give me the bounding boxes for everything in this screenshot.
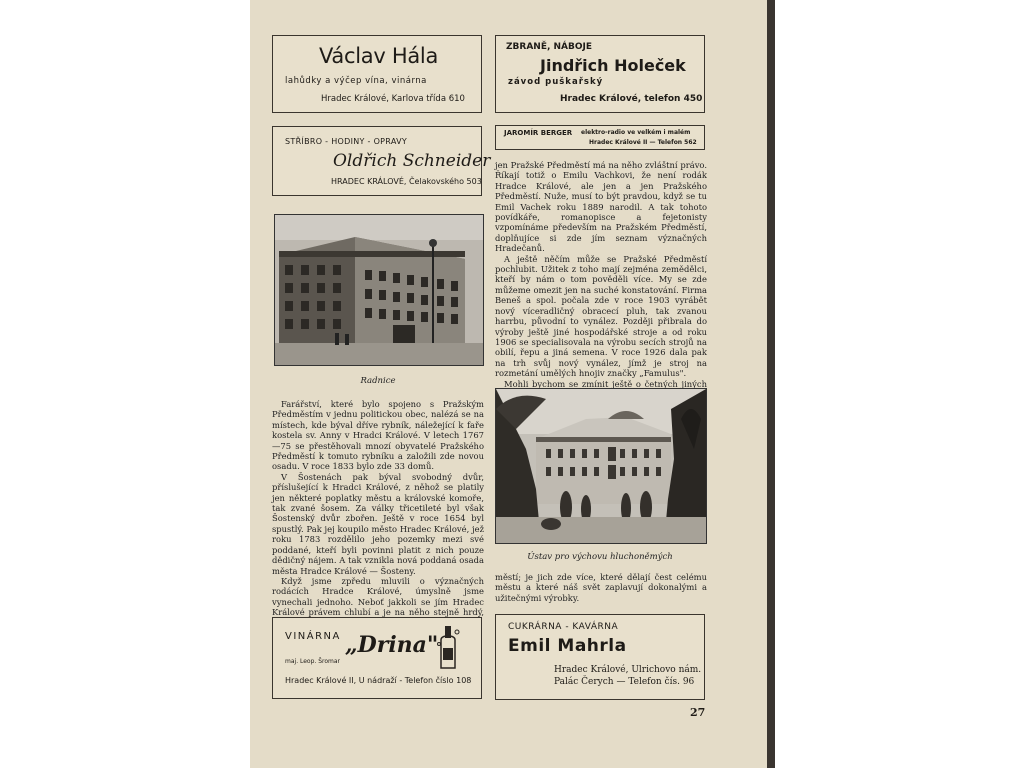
ad-berger-name: JAROMÍR BERGER [504, 129, 573, 137]
ad-mahrla-line2: Palác Čerych — Telefon čís. 96 [554, 677, 695, 687]
ustav-photo [495, 388, 707, 544]
ad-oldrich-schneider [272, 126, 491, 196]
ad-hala-name: Václav Hála [319, 44, 439, 68]
ad-drina-name: „Drina" [345, 632, 439, 658]
ad-berger-desc: elektro-radio ve velkém i malém [581, 129, 691, 136]
ad-holecek-address: Hradec Králové, telefon 450 [560, 94, 703, 104]
ad-emil-mahrla [495, 614, 705, 700]
ad-jindrich-holecek [495, 35, 705, 113]
ustav-building-image [496, 389, 706, 543]
ad-schneider-name: Oldřich Schneider [333, 151, 491, 171]
right-text-column [495, 160, 707, 399]
ad-mahrla-name: Emil Mahrla [508, 636, 627, 656]
ad-jaromir-berger [495, 125, 705, 150]
radnice-building-image [275, 215, 483, 365]
ad-vinarna-drina [272, 617, 482, 699]
right-text-column-bottom [495, 572, 707, 603]
ustav-caption: Ústav pro výchovu hluchoněmých [527, 552, 673, 562]
page-number: 27 [690, 706, 706, 719]
ad-mahrla-line1: Hradec Králové, Ulrichovo nám. [554, 665, 702, 675]
ad-holecek-name: Jindřich Holeček [540, 56, 686, 75]
ad-drina-address: Hradec Králové II, U nádraží - Telefon číslo 108 [285, 676, 472, 685]
left-text-column [272, 399, 484, 628]
radnice-caption: Radnice [360, 376, 396, 386]
paragraph: Farářství, které bylo spojeno s Pražským Předměstím v jednu politickou obec, nalézá se na místech, kde býval dříve rybník, náležející k faře kostela sv. Anny v Hradci Králové. V letech 1767—75 se přestěhovali mnozí obyvatelé Pražského Předměstí k tomuto rybníku a založili zde novou osadu. V roce 1833 bylo zde 33 domů. [272, 399, 484, 472]
book-page [250, 0, 775, 768]
ad-berger-address: Hradec Králové II — Telefon 562 [589, 139, 697, 146]
wine-bottle-icon [435, 624, 461, 676]
ad-vaclav-hala [272, 35, 482, 113]
ad-mahrla-top: CUKRÁRNA - KAVÁRNA [508, 622, 619, 632]
paragraph: jen Pražské Předměstí má na něho zvláštní právo. Říkají totiž o Emilu Vachkovi, že není rodák Hradce Králové, ale jen a jen Pražského Předměstí. Nuže, musí to být pravdou, když se tu Emil Vachek roku 1889 narodil. A tak tohoto povídkáře, romanopisce a fejetonisty vzpomínáme především na Pražském Předměstí, doplňujíce si zde jím seznam význačných Hradečanů. [495, 160, 707, 254]
paragraph: Když jsme zpředu mluvili o význačných rodácích Hradce Králové, úmyslně jsme vynechali jednoho. Neboť jakkoli se jím Hradec Králové právem chlubí a je na něho stejně hrdý, [272, 575, 484, 618]
book-spine [767, 0, 775, 768]
paragraph: Mohli bychom se zmínit ještě o četných jiných [504, 378, 707, 389]
ad-hala-desc: lahůdky a výčep vína, vinárna [285, 76, 427, 86]
ad-holecek-desc: závod puškařský [508, 77, 604, 87]
ad-drina-owner: maj. Leop. Šromar [285, 658, 341, 665]
paragraph: městí; je jich zde více, které dělají čest celému městu a které náš svět zaplavují dokonalými a užitečnými výrobky. [495, 572, 707, 603]
paragraph: V Šostenách pak býval svobodný dvůr, příslušející k Hradci Králové, z něhož se platily jen některé poplatky městu a královské komoře, tak zvané šosem. Za války třicetileté byl však Šostenský dvůr zbořen. Ještě v roce 1654 byl spustlý. Pak jej koupilo město Hradec Králové, jež roku 1783 rozdělilo jeho pozemky mezi své poddané, kteří byli povinni platit z nich pouze dědičný nájem. A tak vznikla nová poddaná osada města Hradce Králové — Šosteny. [272, 471, 484, 576]
ad-holecek-top: ZBRANĚ, NÁBOJE [506, 42, 593, 52]
ad-schneider-top: STŘÍBRO - HODINY - OPRAVY [285, 137, 408, 146]
ad-drina-vinarna: VINÁRNA [285, 631, 341, 642]
radnice-photo [274, 214, 484, 366]
paragraph: A ještě něčím může se Pražské Předměstí pochlubit. Užitek z toho mají zejména zemědělci, kteří by nám o tom pověděli více. My se zde můžeme omezit jen na suché konstatování. Firma Beneš a spol. počala zde v roce 1903 vyrábět nový víceradličný obracecí pluh, tak zvanou harrbu, původní to vynález. Později přibrala do výroby ještě jiné hospodářské stroje a od roku 1906 se specialisovala na výrobu secích strojů na obilí, řepu a jiná semena. V roce 1926 dala pak na trh svůj nový vynález, jímž je stroj na rozmetání umělých hnojiv značky „Famulus". [495, 253, 707, 379]
ad-schneider-address: HRADEC KRÁLOVÉ, Čelakovského 503 [331, 177, 482, 186]
ad-hala-address: Hradec Králové, Karlova třída 610 [321, 94, 465, 104]
